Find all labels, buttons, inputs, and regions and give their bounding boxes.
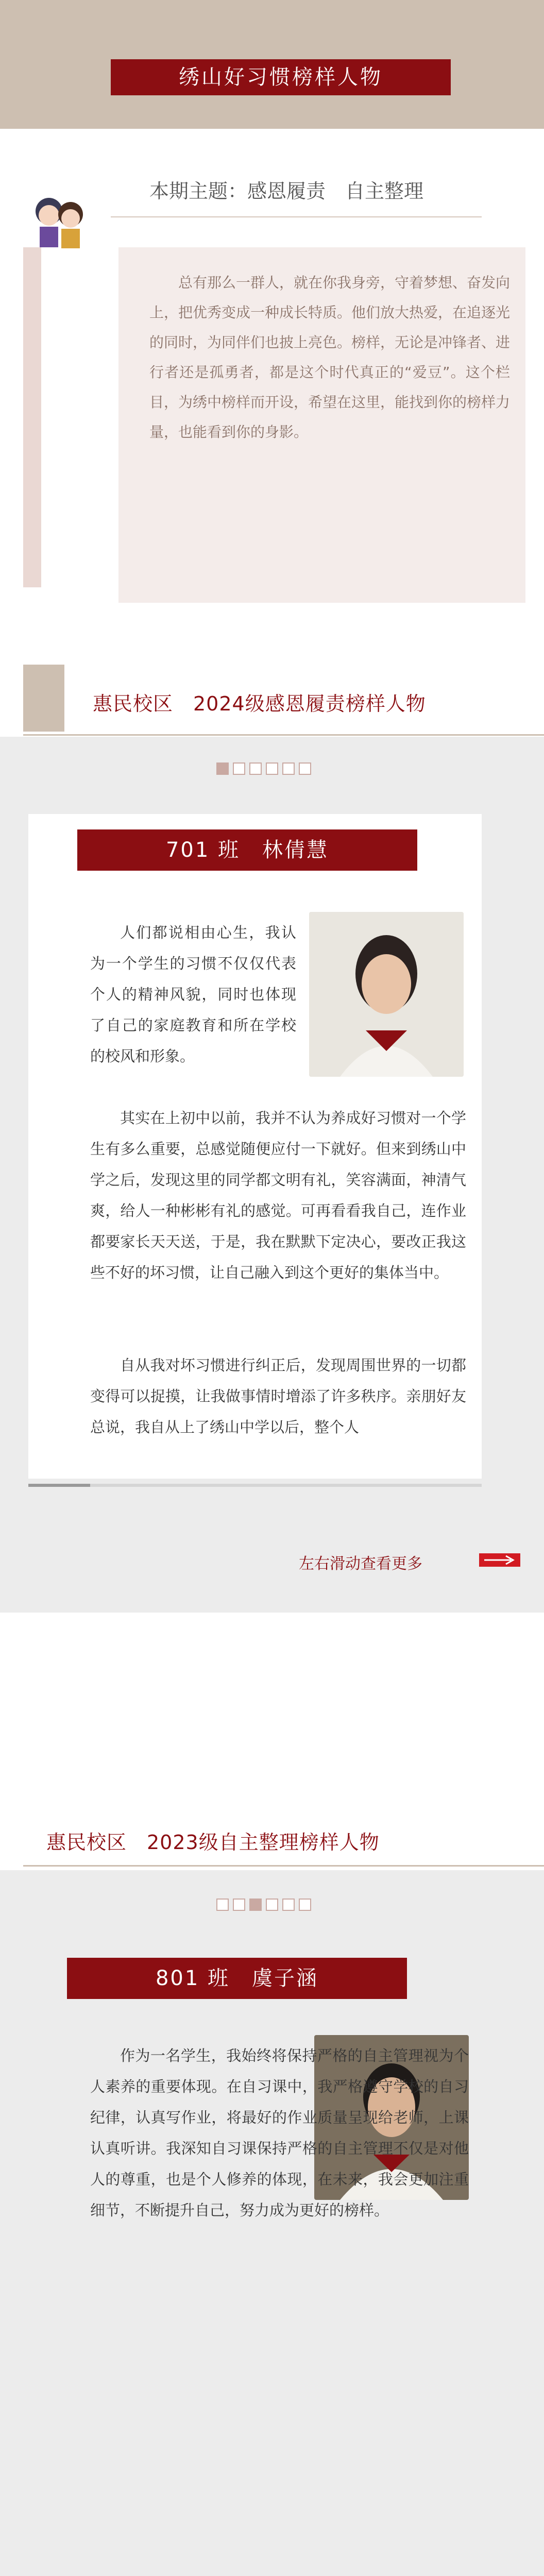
pager-dot[interactable] — [266, 1899, 278, 1911]
pager-dot[interactable] — [282, 1899, 295, 1911]
pager-dot[interactable] — [249, 762, 262, 775]
header-lower-band — [0, 129, 544, 155]
card1-scroll-thumb[interactable] — [28, 1484, 90, 1487]
card2-paragraph-1: 作为一名学生，我始终将保持严格的自主管理视为个人素养的重要体现。在自习课中，我严格遵守学校的自习纪律，认真写作业，将最好的作业质量呈现给老师，上课认真听讲。我深知自习课保持严格的自主管理不仅是对他人的尊重，也是个人修养的体现，在未来，我会更加注重细节，不断提升自己，努力成为更好的榜样。 — [90, 2047, 469, 2219]
swipe-arrow-icon — [479, 1553, 520, 1567]
card1-title: 701 班 林倩慧 — [77, 829, 417, 871]
pager-dot[interactable] — [299, 762, 311, 775]
card1-paragraph-1: 人们都说相由心生，我认为一个学生的习惯不仅仅代表个人的精神风貌，同时也体现了自己的家庭教育和所在学校的校风和形象。 — [90, 924, 296, 1065]
section1-pager[interactable] — [216, 762, 311, 775]
section1-swipe-hint: 左右滑动查看更多 — [299, 1555, 422, 1573]
pager-dot[interactable] — [249, 1899, 262, 1911]
student-photo-1 — [309, 912, 464, 1077]
section1-label: 惠民校区 2024级感恩履责榜样人物 — [93, 692, 426, 715]
pager-dot[interactable] — [282, 762, 295, 775]
section2-pager[interactable] — [216, 1899, 311, 1911]
issue-theme: 本期主题：感恩履责 自主整理 — [149, 180, 424, 202]
card1-paragraph-3: 自从我对坏习惯进行纠正后，发现周围世界的一切都变得可以捉摸，让我做事情时增添了许多秩序。亲朋好友总说，我自从上了绣山中学以后，整个人 — [90, 1357, 466, 1436]
section1-label-bg — [23, 665, 64, 732]
card2-title: 801 班 虞子涵 — [67, 1958, 407, 1999]
section1-label-underline — [23, 734, 544, 736]
pager-dot[interactable] — [216, 1899, 229, 1911]
pager-dot[interactable] — [233, 1899, 245, 1911]
card1-scroll-track[interactable] — [28, 1484, 482, 1487]
pager-dot[interactable] — [299, 1899, 311, 1911]
pager-dot[interactable] — [216, 762, 229, 775]
intro-text: 总有那么一群人，就在你我身旁，守着梦想、奋发向上，把优秀变成一种成长特质。他们放大热爱，在追逐光的同时，为同伴们也披上亮色。榜样，无论是冲锋者、进行者还是孤勇者，都是这个时代真正的“爱豆”。这个栏目，为绣中榜样而开设，希望在这里，能找到你的榜样力量，也能看到你的身影。 — [149, 274, 511, 440]
section2-label-underline — [23, 1865, 544, 1867]
theme-divider-top — [111, 216, 482, 217]
pager-dot[interactable] — [233, 762, 245, 775]
card1-paragraph-2: 其实在上初中以前，我并不认为养成好习惯对一个学生有多么重要，总感觉随便应付一下就好。但来到绣山中学之后，发现这里的同学都文明有礼，笑容满面，神清气爽，给人一种彬彬有礼的感觉。可再看看我自己，连作业都要家长天天送，于是，我在默默下定决心，要改正我这些不好的坏习惯，让自己融入到这个更好的集体当中。 — [90, 1109, 466, 1281]
page-title: 绣山好习惯榜样人物 — [111, 59, 451, 95]
section2-label: 惠民校区 2023级自主整理榜样人物 — [46, 1831, 380, 1854]
intro-side-accent — [23, 247, 41, 587]
pager-dot[interactable] — [266, 762, 278, 775]
